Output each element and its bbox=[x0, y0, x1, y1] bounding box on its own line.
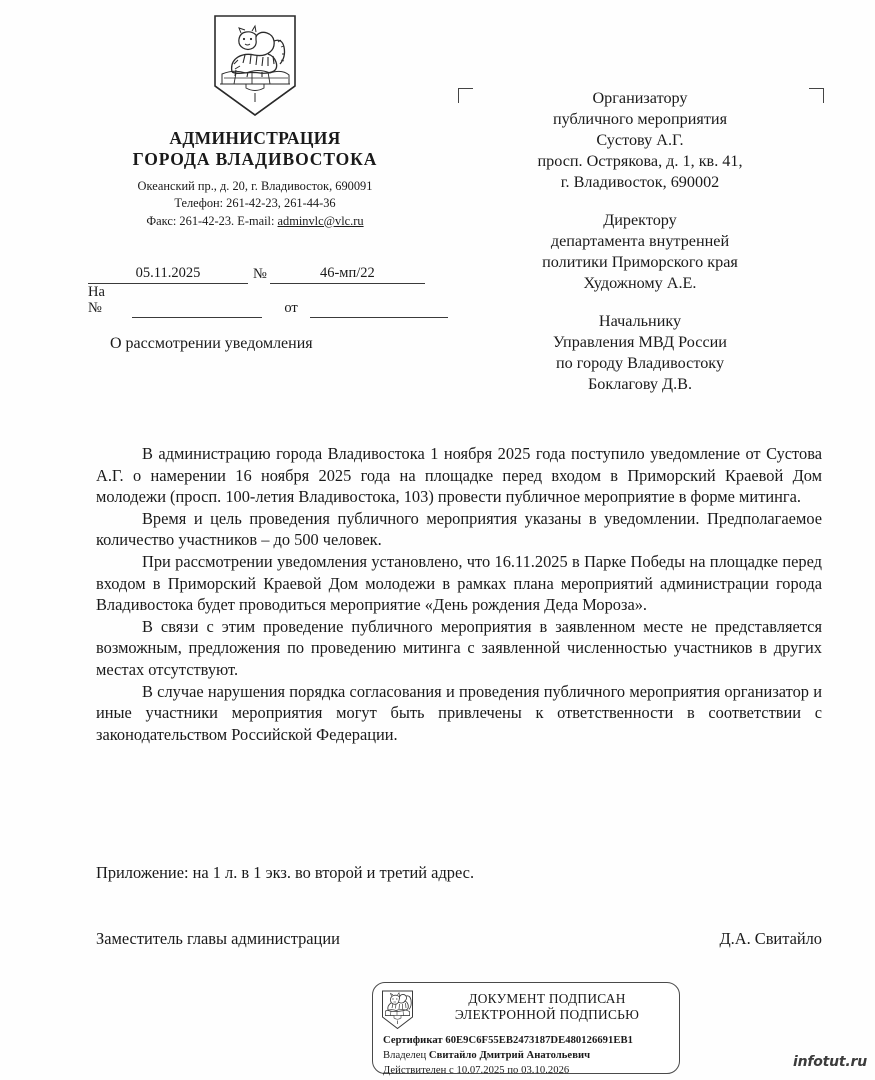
contact-fax-label: Факс: 261-42-23. E-mail: bbox=[146, 213, 278, 228]
addressee-line: по городу Владивостоку bbox=[555, 353, 725, 372]
addressee-line: г. Владивосток, 690002 bbox=[560, 172, 720, 191]
letterhead bbox=[60, 14, 450, 230]
stamp-certificate-value: 60E9C6F55EB2473187DE480126691EB1 bbox=[445, 1035, 633, 1046]
body-paragraph: В администрацию города Владивостока 1 ноября 2025 года поступило уведомление от Сустова А.Г. о намерении 16 ноября 2025 года на площадке перед входом в Приморский Краевой Дом молодежи (просп. 100-летия Владивостока, 103) провести публичное мероприятие в форме митинга. bbox=[96, 444, 822, 507]
addressee-line: департамента внутренней bbox=[550, 231, 730, 250]
addressee-line: Боклагову Д.В. bbox=[587, 374, 692, 393]
stamp-valid-to-label: по bbox=[504, 1065, 522, 1077]
stamp-valid-label: Действителен с bbox=[383, 1065, 457, 1077]
stamp-valid-to: 03.10.2026 bbox=[521, 1065, 570, 1077]
document-subject: О рассмотрении уведомления bbox=[110, 335, 313, 352]
body-paragraph: При рассмотрении уведомления установлено, что 16.11.2025 в Парке Победы на площадке перед входом в Приморский Краевой Дом молодежи в рамках плана мероприятий администрации города Владивостока будет проводиться мероприятие «День рождения Деда Мороза». bbox=[96, 552, 822, 615]
addressee-line: политики Приморского края bbox=[542, 252, 738, 271]
addressee-line: публичного мероприятия bbox=[552, 109, 728, 128]
document-number-label: № bbox=[253, 266, 267, 283]
stamp-details bbox=[381, 1033, 671, 1078]
incoming-number-blank bbox=[132, 304, 262, 318]
bracket-top-left-icon bbox=[458, 88, 473, 103]
addressee-line: Управления МВД России bbox=[553, 332, 727, 351]
stamp-title-line1: ДОКУМЕНТ ПОДПИСАН bbox=[468, 991, 626, 1006]
contact-info bbox=[60, 178, 450, 229]
document-body bbox=[96, 443, 822, 746]
addressee-department-director bbox=[470, 210, 810, 294]
contact-address: Океанский пр., д. 20, г. Владивосток, 690091 bbox=[137, 179, 373, 194]
signature-block bbox=[96, 928, 822, 949]
contact-fax-email bbox=[60, 213, 450, 230]
document-date: 05.11.2025 bbox=[88, 266, 248, 284]
addressee-line: Начальнику bbox=[598, 311, 682, 330]
electronic-signature-stamp bbox=[372, 982, 680, 1077]
stamp-header bbox=[381, 989, 671, 1030]
contact-email-link[interactable]: adminvlc@vlc.ru bbox=[277, 213, 364, 228]
contact-phone: Телефон: 261-42-23, 261-44-36 bbox=[174, 196, 336, 211]
stamp-certificate-label: Сертификат bbox=[383, 1035, 446, 1046]
addressee-mvd-chief bbox=[470, 311, 810, 395]
addressee-organizer bbox=[470, 88, 810, 193]
stamp-owner-label: Владелец bbox=[383, 1050, 429, 1062]
reference-block bbox=[88, 258, 448, 318]
incoming-number-label: На № bbox=[88, 284, 105, 317]
stamp-owner-value: Свитайло Дмитрий Анатольевич bbox=[428, 1050, 591, 1062]
body-paragraph: В связи с этим проведение публичного мероприятия в заявленном месте не представляется возможным, предложения по проведению митинга с заявленной численностью участников в других местах отсутствуют. bbox=[96, 616, 822, 680]
addressee-line: Организатору bbox=[592, 89, 688, 107]
organization-name-line2: ГОРОДА ВЛАДИВОСТОКА bbox=[132, 148, 378, 169]
organization-name-line1: АДМИНИСТРАЦИЯ bbox=[169, 128, 341, 148]
attachment-note: Приложение: на 1 л. в 1 экз. во второй и третий адрес. bbox=[96, 863, 475, 882]
stamp-title bbox=[423, 989, 671, 1024]
addressee-line: Художному А.Е. bbox=[583, 273, 697, 292]
stamp-certificate bbox=[383, 1033, 671, 1048]
addressee-line: Сустову А.Г. bbox=[596, 130, 684, 149]
vladivostok-coat-of-arms-tiger-icon bbox=[381, 990, 414, 1030]
incoming-date-blank bbox=[310, 304, 448, 318]
signatory-position: Заместитель главы администрации bbox=[96, 929, 340, 948]
reference-row-incoming bbox=[88, 284, 448, 318]
vladivostok-coat-of-arms-tiger-icon bbox=[212, 14, 298, 118]
organization-name bbox=[60, 128, 450, 169]
stamp-validity bbox=[383, 1063, 671, 1078]
document-number: 46-мп/22 bbox=[270, 266, 425, 284]
signatory-name: Д.А. Свитайло bbox=[719, 929, 822, 948]
stamp-owner bbox=[383, 1048, 671, 1063]
body-paragraph: В случае нарушения порядка согласования и проведения публичного мероприятия организатор и иные участники мероприятия могут быть привлечены к ответственности в соответствии с законодательством Российской Федерации. bbox=[96, 681, 822, 744]
stamp-valid-from: 10.07.2025 bbox=[456, 1065, 505, 1077]
reference-row-outgoing bbox=[88, 258, 448, 284]
addressee-line: Директору bbox=[603, 210, 677, 229]
addressee-block bbox=[470, 88, 810, 395]
site-watermark: infotut.ru bbox=[792, 1054, 867, 1070]
stamp-title-line2: ЭЛЕКТРОННОЙ ПОДПИСЬЮ bbox=[454, 1007, 640, 1023]
bracket-top-right-icon bbox=[809, 88, 824, 103]
incoming-date-label: от bbox=[284, 300, 298, 317]
addressee-line: просп. Острякова, д. 1, кв. 41, bbox=[537, 151, 743, 170]
body-paragraph: Время и цель проведения публичного мероприятия указаны в уведомлении. Предполагаемое количество участников – до 500 человек. bbox=[96, 508, 822, 550]
